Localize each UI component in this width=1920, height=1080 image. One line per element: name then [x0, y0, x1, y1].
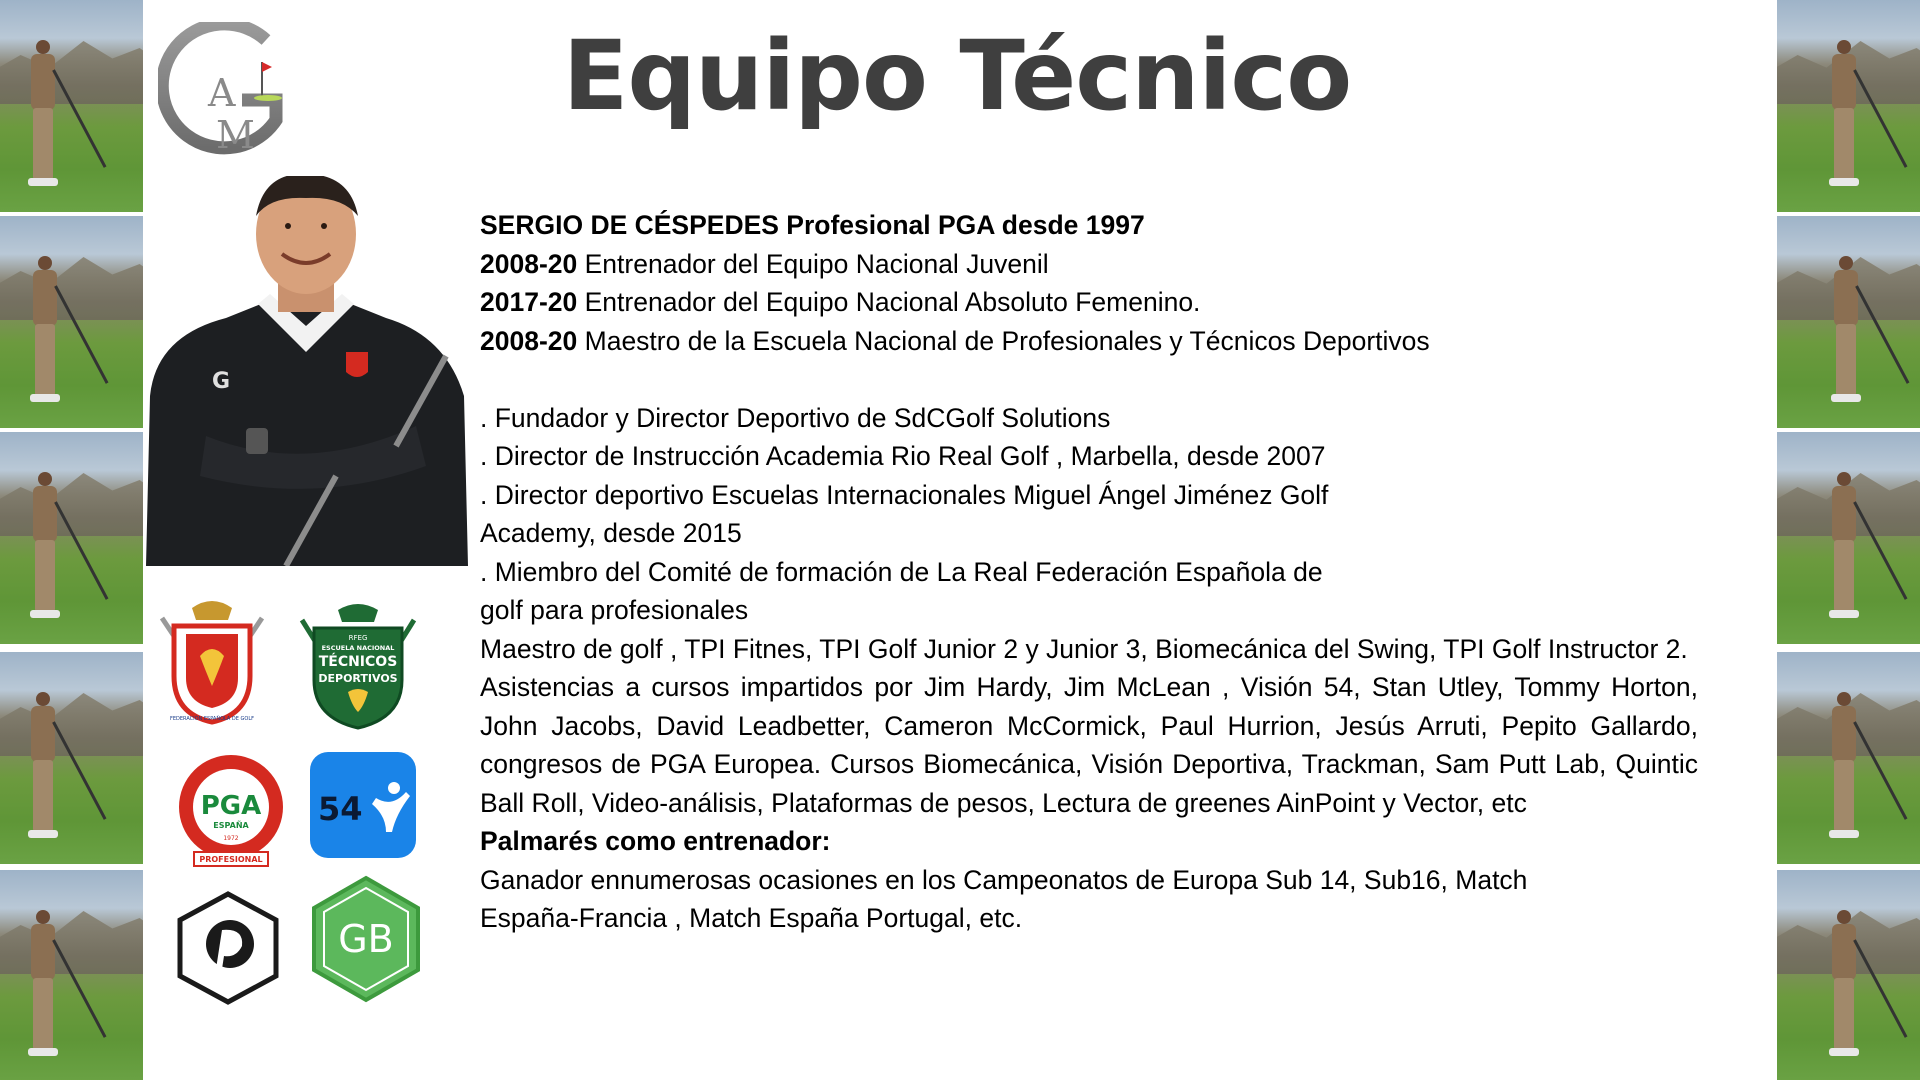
profile-text: [480, 206, 1698, 938]
svg-text:G: G: [212, 369, 231, 394]
palmares-line: Ganador ennumerosas ocasiones en los Campeonatos de Europa Sub 14, Sub16, Match: [480, 864, 1528, 895]
svg-text:ESCUELA NACIONAL: ESCUELA NACIONAL: [321, 644, 395, 652]
svg-text:DEPORTIVOS: DEPORTIVOS: [318, 672, 398, 685]
role-line: 2008-20 Maestro de la Escuela Nacional de Profesionales y Técnicos Deportivos: [480, 325, 1430, 356]
palmares-heading: Palmarés como entrenador:: [480, 826, 831, 856]
palmares-line: España-Francia , Match España Portugal, etc.: [480, 903, 1023, 933]
pga-espana-badge: [176, 752, 286, 870]
rfeg-badge: [152, 598, 272, 728]
svg-text:PROFESIONAL: PROFESIONAL: [199, 855, 263, 864]
golfer-photo: [0, 652, 143, 864]
svg-text:M: M: [216, 113, 255, 157]
bullet-line: . Fundador y Director Deportivo de SdCGolf Solutions: [480, 402, 1111, 433]
svg-text:FEDERACIÓN ESPAÑOLA DE GOLF: FEDERACIÓN ESPAÑOLA DE GOLF: [170, 716, 254, 722]
golfer-photo: [0, 870, 143, 1080]
hexagon-logo-badge: [176, 890, 280, 1006]
golfer-photo: [1777, 870, 1920, 1080]
svg-text:ESPAÑA: ESPAÑA: [213, 821, 249, 830]
svg-text:RFEG: RFEG: [348, 634, 368, 642]
svg-text:TÉCNICOS: TÉCNICOS: [318, 654, 398, 670]
gb-badge: [310, 874, 422, 1004]
svg-text:54: 54: [318, 790, 363, 828]
svg-text:1972: 1972: [223, 835, 239, 842]
qualifications-paragraph: Maestro de golf , TPI Fitnes, TPI Golf Junior 2 y Junior 3, Biomecánica del Swing, TPI Golf Instructor 2.: [480, 633, 1688, 664]
bullet-line: Academy, desde 2015: [480, 518, 742, 548]
golfer-photo: [1777, 652, 1920, 864]
left-photo-strip: [0, 0, 143, 1080]
golfer-photo: [0, 216, 143, 428]
bullet-line: . Director de Instrucción Academia Rio Real Golf , Marbella, desde 2007: [480, 441, 1326, 471]
page-title: Equipo Técnico: [562, 20, 1352, 132]
bullet-line: golf para profesionales: [480, 595, 749, 625]
vision54-badge: [310, 752, 416, 858]
bullet-line: . Miembro del Comité de formación de La Real Federación Española de: [480, 556, 1323, 587]
golfer-photo: [1777, 432, 1920, 644]
svg-text:PGA: PGA: [200, 791, 262, 821]
bullet-line: . Director deportivo Escuelas Internacionales Miguel Ángel Jiménez Golf: [480, 479, 1329, 510]
right-photo-strip: [1777, 0, 1920, 1080]
role-line: 2008-20 Entrenador del Equipo Nacional Juvenil: [480, 248, 1049, 279]
courses-paragraph: Asistencias a cursos impartidos por Jim Hardy, Jim McLean , Visión 54, Stan Utley, Tommy Horton, John Jacobs, David Leadbetter, Cameron McCormick, Paul Hurrion, Jesús Arruti, Pepito Gallardo, congresos de PGA Europea. Cursos Biomecánica, Visión Deportiva, Trackman, Sam Putt Lab, Quintic Ball Roll, Video-análisis, Plataformas de pesos, Lectura de greenes AinPoint y Vector, etc: [480, 672, 1698, 818]
tecnicos-deportivos-badge: [294, 598, 422, 734]
role-line: 2017-20 Entrenador del Equipo Nacional Absoluto Femenino.: [480, 287, 1201, 317]
svg-text:A: A: [208, 71, 236, 115]
golfer-photo: [0, 432, 143, 644]
profile-name-line: SERGIO DE CÉSPEDES Profesional PGA desde 1997: [480, 210, 1145, 240]
svg-text:GB: GB: [338, 917, 394, 961]
portrait-photo: [146, 176, 468, 566]
golfer-photo: [1777, 216, 1920, 428]
